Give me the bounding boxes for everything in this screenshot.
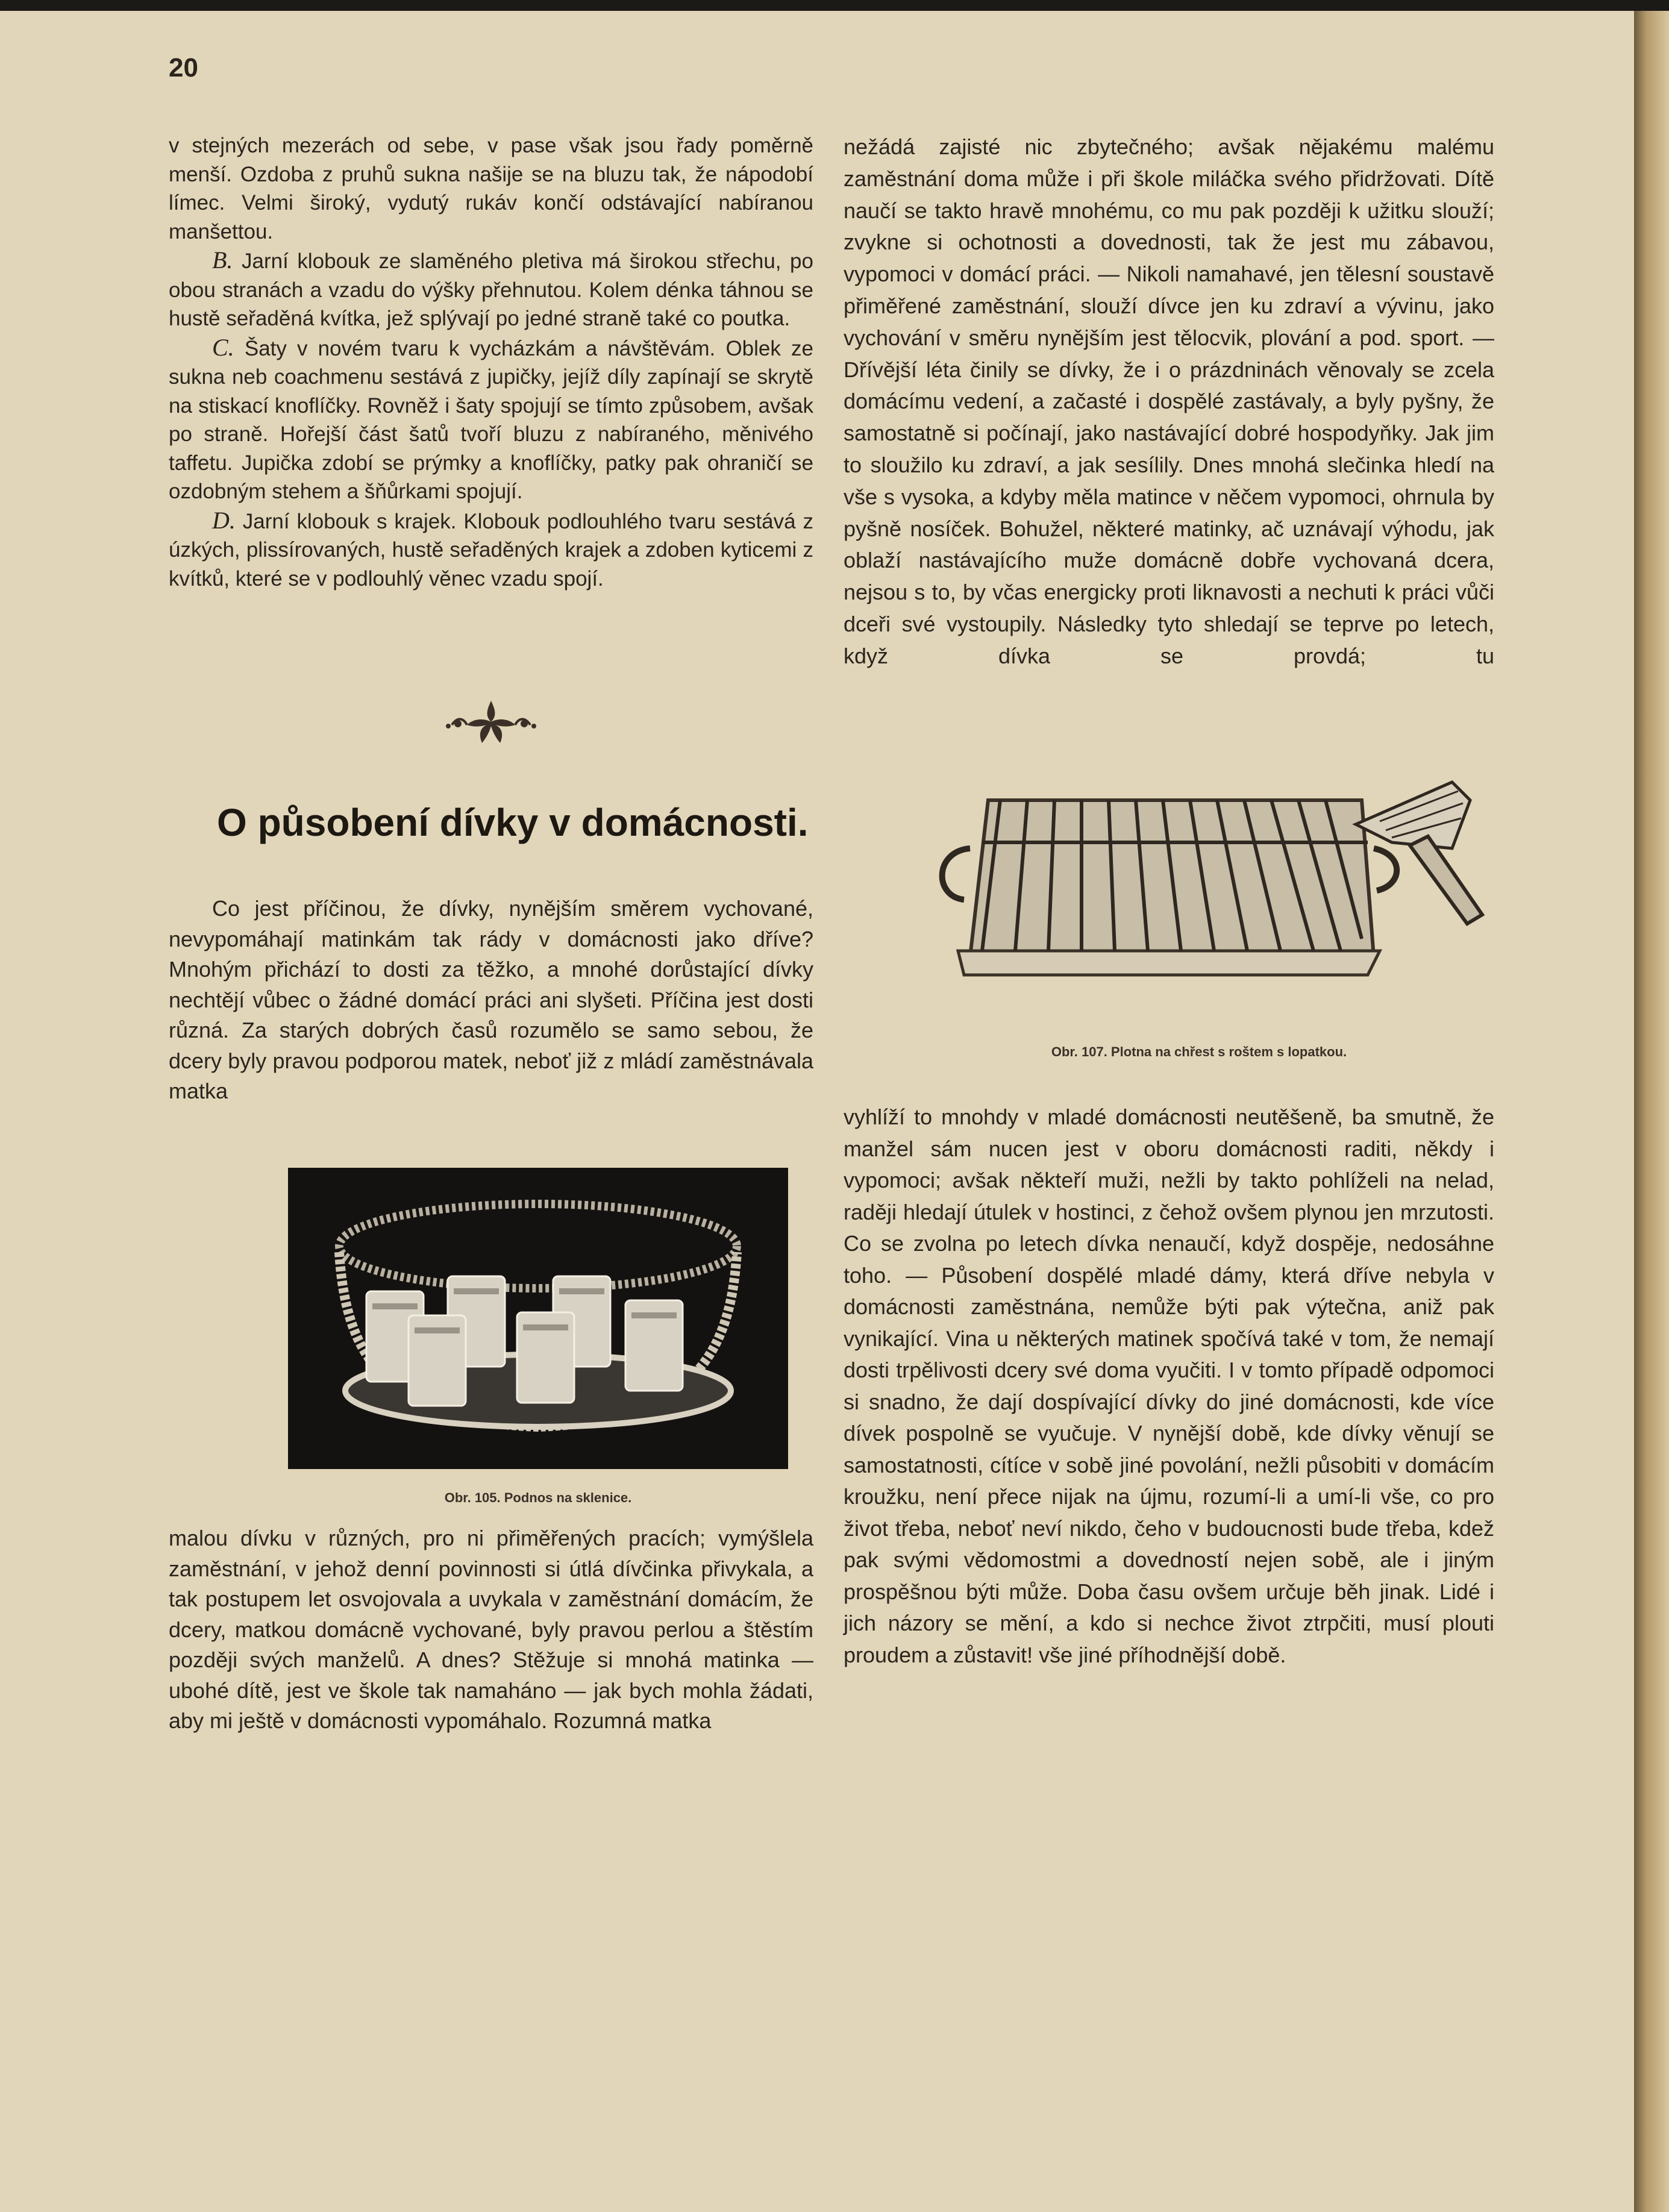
- right-paragraph-2: vyhlíží to mnohdy v mladé domácnosti neutěšeně, ba smutně, že manžel sám nucen jest v oboru domácnosti raditi, někdy i vypomoci; avšak někteří muži, nežli by takto pohlíželi na nelad, raději hledají útulek v hostinci, z čehož ovšem plynou jen mrzutosti. Co se zvolna po letech dívka nenaučí, když dospěje, nedosáhne toho. — Působení dospělé mladé dámy, která dříve nebyla v domácnosti zaměstnána, nemůže býti pak výtečna, aniž pak vynikající. Vina u některých matinek spočívá také v tom, že nemají dosti trpělivosti dcery své doma vyučiti. I v tomto případě odpomoci si snadno, že dají dospívající dívky do jiné domácnosti, kde více dívek pospolně se vyučuje. V nynější době, kde dívky věnují se samostatnosti, cítíce v sobě jiné povolání, nežli působiti v domácím kroužku, není přece nijak na újmu, rozumí-li a umí-li vše, co pro život třeba, neboť neví nikdo, čeho v budoucnosti bude třeba, kdež pak svými vědomostmi a dovedností nejen sobě, ale i jiným prospěšnou býti může. Doba času ovšem určuje běh jinak. Lidé i jich názory se mění, a kdo si nechce život ztrpčiti, musí plouti proudem a zůstavit! vše jiné příhodnější době.: [844, 1104, 1494, 1667]
- floral-ornament-icon: [440, 695, 542, 752]
- asparagus-plate-photo: [910, 776, 1488, 993]
- left-article-column-top: [169, 894, 813, 1107]
- tray-with-glasses-photo: [288, 1168, 788, 1469]
- letter-c: C.: [212, 333, 234, 361]
- left-article-column-bottom: [169, 1523, 813, 1737]
- article-paragraph-1: Co jest příčinou, že dívky, nynějším směrem vychované, nevypomáhají matinkám tak rády v domácnosti jako dříve? Mnohým přichází to dosti za těžko, a mnohé dorůstající dívky nechtějí vůbec o žádné domácí práci ani slyšeti. Příčina jest dosti různá. Za starých dobrých časů rozumělo se samo sebou, že dcery byly pravou podporou matek, neboť již z mládí zaměstnávala matka: [169, 896, 813, 1103]
- right-column-bottom: [844, 1101, 1494, 1671]
- book-spine-edge: [1634, 11, 1669, 2212]
- article-paragraph-2: malou dívku v různých, pro ni přiměřených pracích; vymýšlela zaměstnání, v jehož denní povinnosti si útlá dívčinka přivykala, a tak postupem let osvojovala a uvykala v zaměstnání domácím, že dcery, matkou domácně vychované, byly pravou perlou a štěstím později svých manželů. A dnes? Stěžuje si mnohá matinka — ubohé dítě, jest ve škole tak namaháno — jak bych mohla žádati, aby mi ještě v domácnosti vypomáhalo. Rozumná matka: [169, 1526, 813, 1733]
- fashion-text-c: Šaty v novém tvaru k vycházkám a návštěvám. Oblek ze sukna neb coachmenu sestává z jupičky, jejíž díly zapínají se skrytě na stiskací knoflíčky. Rovněž i šaty spojují se tímto způsobem, avšak po straně. Hořejší část šatů tvoří bluzu z nabíraného, měnivého taffetu. Jupička zdobí se prýmky a knoflíčky, patky pak ohraničí se ozdobným stehem a šňůrkami spojují.: [169, 336, 813, 503]
- fashion-paragraph-a: v stejných mezerách od sebe, v pase však jsou řady poměrně menší. Ozdoba z pruhů sukna našije se na bluzu tak, že nápodobí límec. Velmi široký, vydutý rukáv končí odstávající nabíranou manšettou.: [169, 134, 813, 243]
- right-paragraph-1: nežádá zajisté nic zbytečného; avšak nějakému malému zaměstnání doma může i při škole miláčka svého přidržovati. Dítě naučí se takto hravě mnohému, co mu pak později k užitku slouží; zvykne si ochotnosti a dovednosti, tak že jest mu zábavou, vypomoci v domácí práci. — Nikoli namahavé, jen tělesní soustavě přiměřené zaměstnání, slouží dívce jen ku zdraví a vývinu, jako vychování v směru nynějším jest tělocvik, plování a pod. sport. — Dřívější léta činily se dívky, že i o prázdninách věnovaly se zcela domácímu vedení, a začasté i dospělé zastávaly, a byly pyšny, že samostatně si počínají, jako nastávající dobré hospodyňky. Jak jim to sloužilo ku zdraví, a jak sesílily. Dnes mnohá slečinka hledí na vše s vysoka, a kdyby měla matince v něčem vypomoci, ohrnula by pyšně nosíček. Bohužel, některé matinky, ač uznávají výhodu, jak oblaží nastávajícího muže domácně dobře vychovaná dcera, nejsou s to, by včas energicky proti liknavosti a nechuti k práci vůči dceři své vystoupily. Následky tyto shledají se teprve po letech, když dívka se provdá; tu: [844, 134, 1494, 668]
- left-top-column: [169, 131, 813, 593]
- fashion-text-d: Jarní klobouk s krajek. Klobouk podlouhlého tvaru sestává z úzkých, plissírovaných, hustě seřaděných krajek a zdoben kyticemi z kvítků, které se v podlouhlý věnec vzadu spojí.: [169, 509, 813, 591]
- article-heading: O působení dívky v domácnosti.: [217, 801, 809, 844]
- caption-fig-105: Obr. 105. Podnos na sklenice.: [444, 1490, 632, 1505]
- letter-b: B.: [212, 246, 233, 274]
- page-number: 20: [169, 53, 198, 83]
- fashion-paragraph-c: [169, 333, 813, 506]
- magazine-page: [0, 11, 1634, 2212]
- fashion-paragraph-b: [169, 246, 813, 333]
- fashion-text-b: Jarní klobouk ze slaměného pletiva má širokou střechu, po obou stranách a vzadu do výšky přehnutou. Kolem dénka táhnou se hustě seřaděná kvítka, jež splývají po jedné straně také co poutka.: [169, 249, 813, 330]
- right-column-top: [844, 131, 1494, 672]
- letter-d: D.: [212, 506, 236, 534]
- caption-fig-107: Obr. 107. Plotna na chřest s roštem s lopatkou.: [1051, 1044, 1347, 1059]
- fashion-paragraph-d: [169, 506, 813, 594]
